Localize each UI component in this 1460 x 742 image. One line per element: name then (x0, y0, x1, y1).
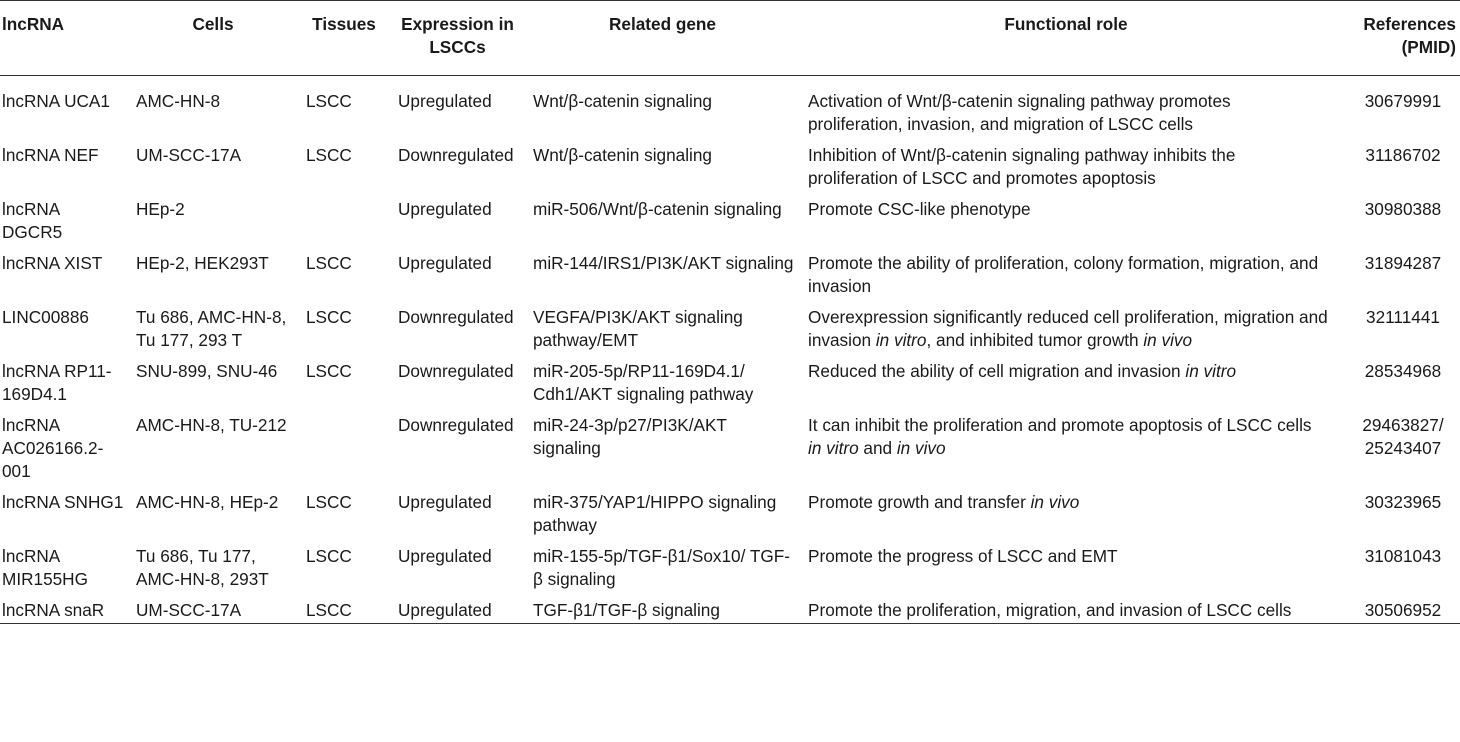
italic-term: in vitro (808, 438, 859, 458)
cell-reference: 29463827/ 25243407 (1362, 415, 1444, 458)
table-row (0, 599, 1460, 624)
table-row (0, 414, 1460, 491)
cell-lncrna: lncRNA XIST (2, 253, 103, 273)
cell-reference: 28534968 (1364, 361, 1442, 381)
cell-cells: HEp-2, HEK293T (136, 253, 269, 273)
cell-expression: Upregulated (398, 253, 492, 273)
cell-cells: Tu 686, Tu 177, AMC-HN-8, 293T (136, 546, 269, 589)
cell-reference: 30679991 (1364, 91, 1442, 111)
table-row (0, 360, 1460, 414)
cell-tissues: LSCC (306, 145, 352, 165)
cell-lncrna: LINC00886 (2, 307, 89, 327)
cell-functional-role (800, 414, 1332, 491)
cell-related-gene: miR-144/IRS1/PI3K/AKT signaling (533, 253, 794, 273)
table-row (0, 491, 1460, 545)
cell-cells: AMC-HN-8, HEp-2 (136, 492, 279, 512)
cell-tissues: LSCC (306, 253, 352, 273)
table-row (0, 144, 1460, 198)
cell-related-gene: miR-375/YAP1/HIPPO signaling pathway (533, 492, 777, 535)
cell-functional-role: Inhibition of Wnt/β-catenin signaling pathway inhibits the proliferation of LSCC and promotes apoptosis (808, 145, 1236, 188)
cell-lncrna: lncRNA MIR155HG (2, 546, 88, 589)
cell-cells: SNU-899, SNU-46 (136, 361, 278, 381)
cell-lncrna: lncRNA AC026166.2-001 (2, 415, 104, 481)
cell-tissues: LSCC (306, 492, 352, 512)
header-row (0, 1, 1460, 76)
header-references: References (PMID) (1363, 14, 1456, 57)
cell-related-gene: Wnt/β-catenin signaling (533, 145, 712, 165)
header-functional-role: Functional role (1004, 14, 1128, 34)
italic-term: in vitro (1185, 361, 1237, 381)
cell-related-gene: Wnt/β-catenin signaling (533, 91, 712, 111)
cell-functional-role: Promote CSC-like phenotype (808, 199, 1031, 219)
cell-reference: 31894287 (1364, 253, 1442, 273)
role-text: , and inhibited tumor growth (926, 330, 1144, 350)
cell-expression: Downregulated (398, 145, 514, 165)
table-body (0, 76, 1460, 624)
cell-expression: Upregulated (398, 600, 492, 620)
cell-tissues: LSCC (306, 600, 352, 620)
table-row (0, 306, 1460, 360)
italic-term: in vivo (1143, 330, 1193, 350)
table-row (0, 198, 1460, 252)
role-text: Promote growth and transfer (808, 492, 1031, 512)
cell-expression: Upregulated (398, 492, 492, 512)
cell-functional-role (800, 360, 1332, 414)
role-text: It can inhibit the proliferation and promote apoptosis of LSCC cells (808, 415, 1312, 435)
table-header (0, 1, 1460, 76)
header-tissues: Tissues (312, 14, 376, 34)
role-text: Overexpression significantly reduced cell proliferation, migration and invasion (808, 307, 1328, 350)
cell-functional-role: Promote the ability of proliferation, colony formation, migration, and invasion (808, 253, 1319, 296)
italic-term: in vitro (875, 330, 927, 350)
cell-expression: Downregulated (398, 307, 514, 327)
cell-lncrna: lncRNA SNHG1 (2, 492, 124, 512)
cell-functional-role (800, 491, 1332, 545)
cell-expression: Upregulated (398, 91, 492, 111)
cell-reference: 32111441 (1366, 307, 1440, 327)
cell-related-gene: VEGFA/PI3K/AKT signaling pathway/EMT (533, 307, 743, 350)
cell-tissues: LSCC (306, 546, 352, 566)
role-text: Reduced the ability of cell migration and invasion (808, 361, 1186, 381)
table-row (0, 76, 1460, 145)
cell-cells: AMC-HN-8, TU-212 (136, 415, 287, 435)
italic-term: in vivo (1030, 492, 1080, 512)
cell-reference: 31081043 (1364, 546, 1442, 566)
table-row (0, 252, 1460, 306)
cell-lncrna: lncRNA NEF (2, 145, 99, 165)
cell-related-gene: TGF-β1/TGF-β signaling (533, 600, 720, 620)
cell-related-gene: miR-205-5p/RP11-169D4.1/ Cdh1/AKT signaling pathway (533, 361, 754, 404)
cell-expression: Downregulated (398, 361, 514, 381)
cell-lncrna: lncRNA UCA1 (2, 91, 110, 111)
italic-term: in vivo (896, 438, 946, 458)
cell-tissues (298, 414, 390, 491)
role-text: and (858, 438, 897, 458)
cell-reference: 30506952 (1364, 600, 1442, 620)
table-row (0, 545, 1460, 599)
cell-functional-role: Promote the progress of LSCC and EMT (808, 546, 1118, 566)
header-related-gene: Related gene (609, 14, 716, 34)
cell-functional-role: Promote the proliferation, migration, and invasion of LSCC cells (808, 600, 1292, 620)
cell-related-gene: miR-155-5p/TGF-β1/Sox10/ TGF-β signaling (533, 546, 790, 589)
cell-related-gene: miR-24-3p/p27/PI3K/AKT signaling (533, 415, 727, 458)
cell-reference: 30323965 (1364, 492, 1442, 512)
cell-expression: Upregulated (398, 546, 492, 566)
cell-reference: 30980388 (1364, 199, 1442, 219)
header-lncrna: lncRNA (2, 14, 65, 34)
cell-cells: AMC-HN-8 (136, 91, 221, 111)
cell-expression: Upregulated (398, 199, 492, 219)
cell-cells: UM-SCC-17A (136, 600, 242, 620)
header-expression: Expression in LSCCs (401, 14, 514, 57)
cell-tissues: LSCC (306, 361, 352, 381)
cell-functional-role: Activation of Wnt/β-catenin signaling pathway promotes proliferation, invasion, and migration of LSCC cells (808, 91, 1231, 134)
cell-reference: 31186702 (1365, 145, 1441, 165)
cell-cells: HEp-2 (136, 199, 185, 219)
cell-lncrna: lncRNA RP11-169D4.1 (2, 361, 112, 404)
header-cells: Cells (192, 14, 234, 34)
cell-related-gene: miR-506/Wnt/β-catenin signaling (533, 199, 782, 219)
cell-tissues: LSCC (306, 307, 352, 327)
cell-functional-role (800, 306, 1332, 360)
cell-cells: UM-SCC-17A (136, 145, 242, 165)
cell-tissues: LSCC (306, 91, 352, 111)
cell-lncrna: lncRNA snaR (2, 600, 105, 620)
cell-lncrna: lncRNA DGCR5 (2, 199, 63, 242)
cell-expression: Downregulated (398, 415, 514, 435)
cell-tissues (298, 198, 390, 252)
cell-cells: Tu 686, AMC-HN-8, Tu 177, 293 T (136, 307, 287, 350)
